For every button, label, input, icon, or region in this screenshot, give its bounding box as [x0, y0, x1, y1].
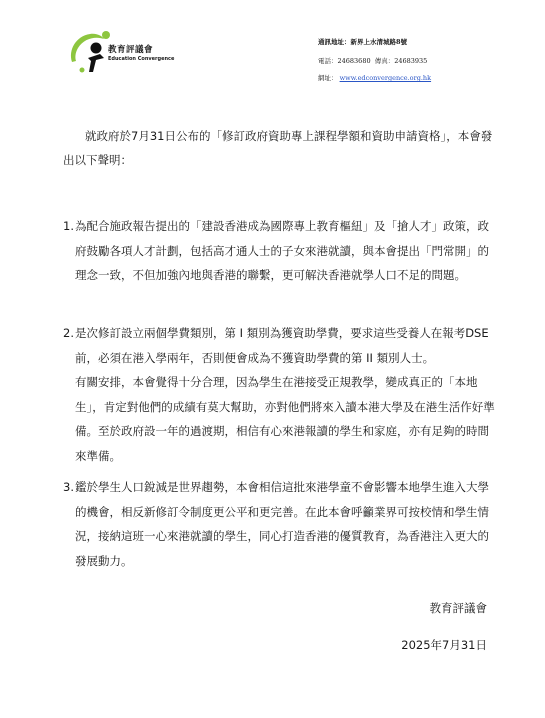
web-line [318, 73, 431, 82]
logo-green-dot [102, 31, 110, 39]
statement-lead: 就政府於7月31日公布的「修訂政府資助專上課程學額和資助申請資格」，本會發出以下聲明： [63, 129, 493, 167]
item-paragraph: 是次修訂設立兩個學費類別，第 I 類別為獲資助學費，要求這些受養人在報考DSE前，必須在港入學兩年，否則便會成為不獲資助學費的第 II 類別人士。 [75, 326, 489, 365]
address-label: 通訊地址： [318, 38, 351, 46]
logo-black-head [91, 43, 102, 54]
item-number: 3. [63, 480, 74, 494]
org-name-en: Education Convergence [108, 56, 175, 62]
phone-fax-line [318, 56, 427, 65]
logo-black-figure [88, 54, 104, 72]
address-value: 新界上水清城路8號 [350, 38, 408, 46]
statement-date: 2025年7月31日 [401, 638, 487, 652]
item-number: 2. [63, 326, 74, 340]
address-line [318, 37, 407, 46]
fax-value: 24683935 [394, 57, 428, 65]
org-name-zh: 教育評議會 [108, 45, 154, 55]
statement-item-3 [63, 475, 498, 573]
phone-value: 24683680 [337, 57, 371, 65]
signer: 教育評議會 [429, 601, 487, 615]
item-number: 1. [63, 219, 74, 233]
letterhead [0, 0, 545, 95]
fax-label: 傳真： [374, 57, 395, 65]
statement-item-2 [63, 321, 498, 468]
phone-label: 電話： [318, 57, 338, 65]
logo-green-dot-small [80, 68, 85, 73]
item-paragraph: 為配合施政報告提出的「建設香港成為國際專上教育樞紐」及「搶人才」政策，政府鼓勵各項人才計劃，包括高才通人士的子女來港就讀，與本會提出「門常開」的理念一致，不但加強內地與香港的聯繫，更可解決香港就學人口不足的問題。 [75, 219, 489, 282]
item-paragraph: 有關安排，本會覺得十分合理，因為學生在港接受正規教學，變成真正的「本地生」，肯定對他們的成績有莫大幫助，亦對他們將來入讀本港大學及在港生活作好準備。至於政府設一年的過渡期，相信有心來港報讀的學生和家庭，亦有足夠的時間來準備。 [75, 375, 495, 463]
item-paragraph: 鑑於學生人口銳減是世界趨勢，本會相信這批來港學童不會影響本地學生進入大學的機會，相反新修訂令制度更公平和更完善。在此本會呼籲業界可按校情和學生情況，接納這班一心來港就讀的學生，同心打造香港的優質教育，為香港注入更大的發展動力。 [75, 480, 489, 568]
web-label: 網址： [318, 74, 338, 82]
statement-item-1 [63, 214, 498, 288]
website-link[interactable]: www.edconvergence.org.hk [339, 74, 432, 82]
